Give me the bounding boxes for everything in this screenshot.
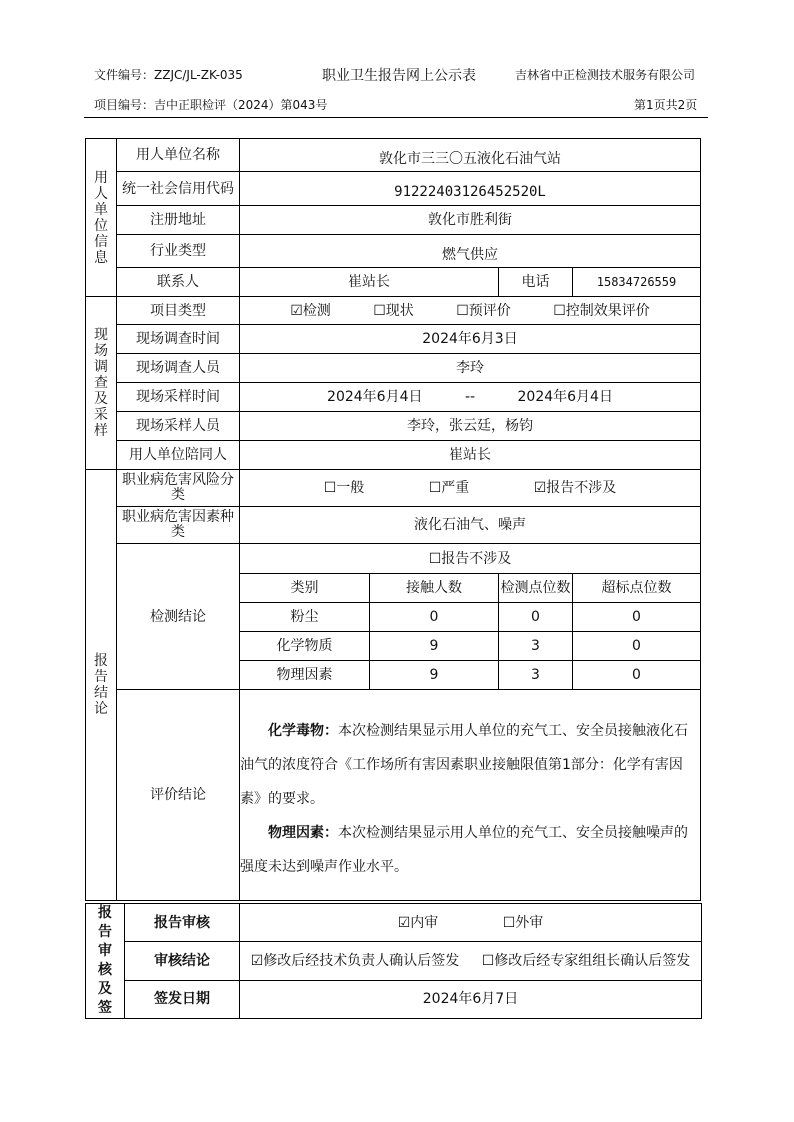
detection-not-involved-label: 报告不涉及 — [441, 550, 512, 567]
sampling-end-date: 2024年6月4日 — [517, 389, 613, 405]
contact-value: 崔站长 — [240, 268, 499, 297]
detection-points: 3 — [499, 632, 573, 661]
credit-code-value: 91222403126452520L — [240, 172, 701, 206]
section-label-conclusion-text: 报 告 结 论 — [94, 653, 108, 717]
checkbox-unchecked-icon: ☐ — [323, 480, 337, 496]
section-label-review — [86, 904, 125, 1019]
checkbox-unchecked-icon: ☐ — [428, 550, 442, 567]
page-indicator: 第1页共2页 — [634, 98, 698, 112]
employer-name-label: 用人单位名称 — [117, 139, 240, 172]
audit-result-expert-lead[interactable] — [482, 953, 691, 969]
risk-option-severe[interactable] — [429, 480, 470, 496]
disclosure-form-table — [85, 138, 701, 901]
eval-physical-title: 物理因素： — [268, 825, 338, 841]
detection-points: 0 — [499, 603, 573, 632]
detection-exceed: 0 — [573, 603, 701, 632]
address-value: 敦化市胜利街 — [240, 206, 701, 235]
checkbox-checked-icon: ☑ — [533, 480, 547, 496]
review-table — [85, 903, 702, 1019]
credit-code-label: 统一社会信用代码 — [117, 172, 240, 206]
detection-exposed: 9 — [370, 661, 499, 690]
risk-option-general[interactable] — [324, 480, 365, 496]
document-title: 职业卫生报告网上公示表 — [322, 68, 476, 84]
detection-header-points: 检测点位数 — [499, 574, 573, 603]
risk-option-label: 报告不涉及 — [546, 480, 617, 496]
phone-value: 15834726559 — [573, 268, 701, 297]
checkbox-unchecked-icon: ☐ — [481, 952, 495, 969]
surveyor-value: 李玲 — [240, 354, 701, 383]
audit-result-tech-lead[interactable] — [251, 953, 460, 969]
survey-time-value: 2024年6月3日 — [240, 325, 701, 354]
audit-result-options — [240, 942, 702, 980]
checkbox-checked-icon: ☑ — [397, 914, 411, 931]
audit-option-internal[interactable] — [398, 915, 439, 931]
checkbox-unchecked-icon: ☐ — [373, 302, 386, 319]
phone-label: 电话 — [499, 268, 573, 297]
audit-option-external[interactable] — [503, 915, 544, 931]
surveyor-label: 现场调查人员 — [117, 354, 240, 383]
eval-chemical-line3: 素》的要求。 — [240, 791, 324, 807]
detection-points: 3 — [499, 661, 573, 690]
sampling-start-date: 2024年6月4日 — [327, 389, 423, 405]
audit-options — [240, 904, 702, 942]
risk-option-label: 一般 — [336, 480, 365, 496]
audit-result-label-text: 修改后经技术负责人确认后签发 — [263, 952, 460, 969]
sampler-label: 现场采样人员 — [117, 412, 240, 441]
risk-option-label: 严重 — [441, 480, 470, 496]
sampling-time-label: 现场采样时间 — [117, 383, 240, 412]
project-type-option-label: 现状 — [385, 302, 414, 319]
eval-chemical-line1: 本次检测结果显示用人单位的充气工、安全员接触液化石 — [338, 723, 688, 739]
project-type-options — [240, 297, 701, 325]
evaluation-conclusion-text — [240, 690, 701, 901]
detection-category: 物理因素 — [240, 661, 370, 690]
audit-result-label-text: 修改后经专家组组长确认后签发 — [494, 952, 691, 969]
project-type-option-label: 检测 — [302, 302, 331, 319]
employer-name-value: 敦化市三三〇五液化石油气站 — [240, 139, 701, 172]
sampler-value: 李玲，张云廷，杨钧 — [240, 412, 701, 441]
sampling-time-value — [240, 383, 701, 412]
eval-chemical-title: 化学毒物： — [268, 723, 338, 739]
project-type-label: 项目类型 — [117, 297, 240, 325]
file-number: 文件编号：ZZJC/JL-ZK-035 — [94, 68, 243, 82]
industry-value: 燃气供应 — [240, 235, 701, 268]
detection-conclusion-label: 检测结论 — [117, 544, 240, 690]
section-label-review-text: 报 告 审 核 及 签 — [98, 905, 112, 1016]
industry-label: 行业类型 — [117, 235, 240, 268]
section-label-employer — [86, 139, 117, 297]
issue-date-label: 签发日期 — [125, 980, 240, 1018]
project-type-option-status[interactable] — [373, 303, 414, 319]
contact-label: 联系人 — [117, 268, 240, 297]
checkbox-unchecked-icon: ☐ — [456, 302, 469, 319]
audit-label: 报告审核 — [125, 904, 240, 942]
audit-option-label: 外审 — [515, 914, 544, 931]
escort-label: 用人单位陪同人 — [117, 441, 240, 470]
detection-exceed: 0 — [573, 632, 701, 661]
section-label-conclusion — [86, 470, 117, 901]
checkbox-unchecked-icon: ☐ — [428, 480, 442, 496]
section-label-survey-text: 现 场 调 查 及 采 样 — [94, 327, 108, 439]
section-label-survey — [86, 297, 117, 470]
detection-exposed: 9 — [370, 632, 499, 661]
project-type-option-control-effect[interactable] — [553, 303, 650, 319]
detection-exposed: 0 — [370, 603, 499, 632]
project-type-option-label: 预评价 — [468, 302, 511, 319]
section-label-employer-text: 用 人 单 位 信 息 — [94, 169, 108, 266]
detection-not-involved[interactable] — [240, 544, 701, 574]
header-divider — [84, 117, 708, 118]
sampling-date-separator: -- — [464, 389, 476, 405]
hazard-factor-value: 液化石油气、噪声 — [240, 507, 701, 544]
risk-class-label: 职业病危害风险分类 — [117, 470, 240, 507]
checkbox-unchecked-icon: ☐ — [553, 302, 566, 319]
evaluation-conclusion-label: 评价结论 — [117, 690, 240, 901]
detection-header-exceed: 超标点位数 — [573, 574, 701, 603]
audit-option-label: 内审 — [410, 914, 439, 931]
hazard-factor-label: 职业病危害因素种类 — [117, 507, 240, 544]
project-type-option-pre-evaluation[interactable] — [456, 303, 511, 319]
project-type-option-label: 控制效果评价 — [565, 302, 650, 319]
checkbox-unchecked-icon: ☐ — [502, 914, 516, 931]
detection-category: 化学物质 — [240, 632, 370, 661]
eval-chemical-line2: 油气的浓度符合《工作场所有害因素职业接触限值第1部分：化学有害因 — [240, 757, 683, 773]
eval-physical-line1: 本次检测结果显示用人单位的充气工、安全员接触噪声的 — [338, 825, 688, 841]
detection-exceed: 0 — [573, 661, 701, 690]
detection-category: 粉尘 — [240, 603, 370, 632]
project-type-option-inspection[interactable] — [290, 303, 331, 319]
company-name: 吉林省中正检测技术服务有限公司 — [515, 68, 696, 82]
eval-physical-line2: 强度未达到噪声作业水平。 — [240, 859, 408, 875]
survey-time-label: 现场调查时间 — [117, 325, 240, 354]
checkbox-checked-icon: ☑ — [290, 302, 303, 319]
issue-date-value: 2024年6月7日 — [240, 980, 702, 1018]
project-number: 项目编号：吉中正职检评（2024）第043号 — [94, 98, 328, 112]
address-label: 注册地址 — [117, 206, 240, 235]
escort-value: 崔站长 — [240, 441, 701, 470]
risk-option-not-involved[interactable] — [534, 480, 617, 496]
audit-result-label: 审核结论 — [125, 942, 240, 980]
detection-header-exposed: 接触人数 — [370, 574, 499, 603]
checkbox-checked-icon: ☑ — [250, 952, 264, 969]
risk-class-options — [240, 470, 701, 507]
detection-header-category: 类别 — [240, 574, 370, 603]
